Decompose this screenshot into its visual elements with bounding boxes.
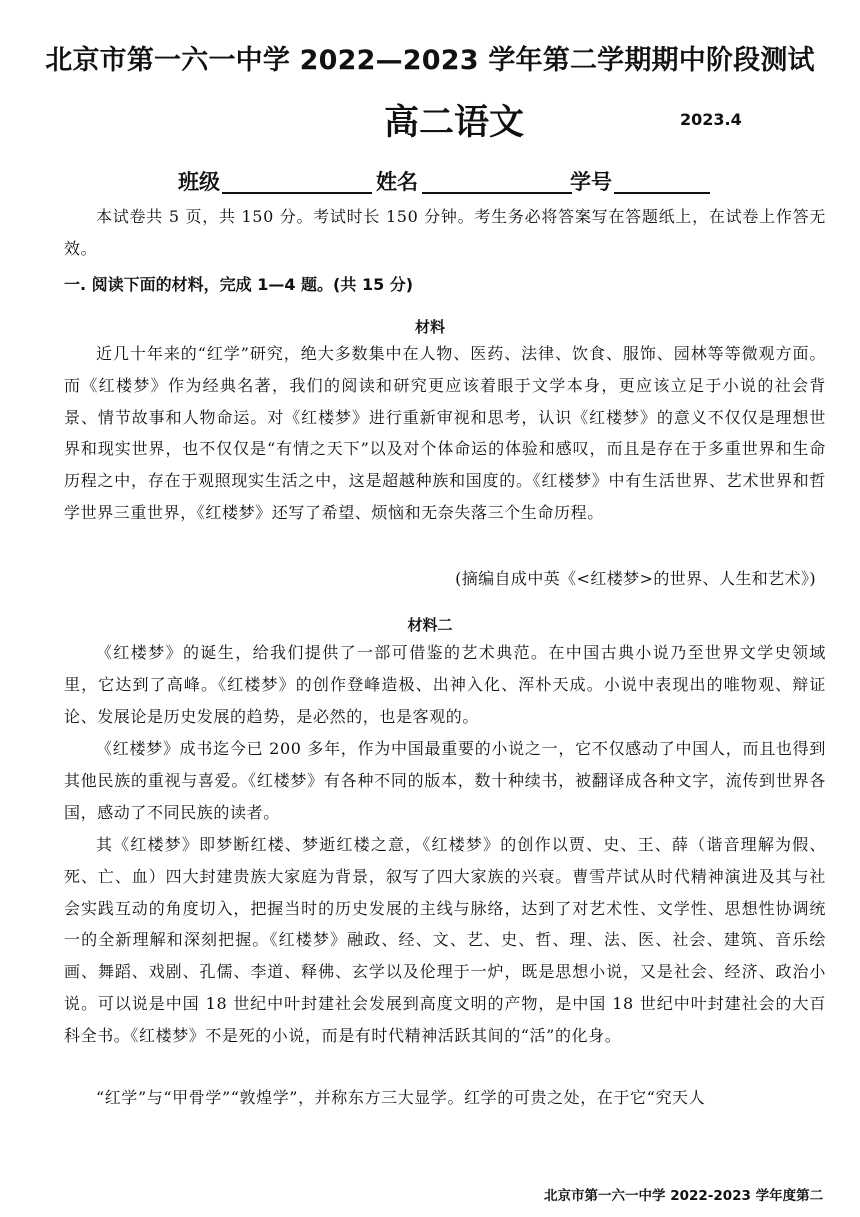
subject-title: 高二语文 — [384, 103, 525, 143]
exam-title: 北京市第一六一中学 2022—2023 学年第二学期期中阶段测试 — [45, 45, 815, 76]
section-heading: 一. 阅读下面的材料，完成 1—4 题。(共 15 分) — [64, 275, 414, 294]
exam-date: 2023.4 — [680, 110, 742, 129]
material-1-title: 材料 — [414, 318, 445, 336]
class-blank-line — [222, 192, 372, 194]
name-label: 姓名 — [376, 170, 418, 194]
material-1-source: (摘编自成中英《<红楼梦>的世界、人生和艺术》) — [455, 569, 816, 588]
class-label: 班级 — [178, 170, 220, 194]
name-blank-line — [422, 192, 572, 194]
material-2-paragraph-2: 《红楼梦》成书迄今已 200 多年，作为中国最重要的小说之一，它不仅感动了中国人，而且也得到其他民族的重视与喜爱。《红楼梦》有各种不同的版本，数十种续书，被翻译成各种文字，流传到世界各国，感动了不同民族的读者。 — [64, 739, 826, 822]
student-id-label: 学号 — [570, 170, 612, 194]
student-info-fields — [178, 160, 778, 196]
material-1-paragraph: 近几十年来的“红学”研究，绝大多数集中在人物、医药、法律、饮食、服饰、园林等等微观方面。而《红楼梦》作为经典名著，我们的阅读和研究更应该着眼于文学本身，更应该立足于小说的社会背景、情节故事和人物命运。对《红楼梦》进行重新审视和思考，认识《红楼梦》的意义不仅仅是理想世界和现实世界，也不仅仅是“有情之天下”以及对个体命运的体验和感叹，而且是存在于多重世界和生命历程之中，存在于观照现实生活之中，这是超越种族和国度的。《红楼梦》中有生活世界、艺术世界和哲学世界三重世界，《红楼梦》还写了希望、烦恼和无奈失落三个生命历程。 — [64, 344, 826, 522]
material-2-paragraph-4: “红学”与“甲骨学”“敦煌学”，并称东方三大显学。红学的可贵之处，在于它“究天人 — [96, 1088, 706, 1107]
instructions-paragraph: 本试卷共 5 页，共 150 分。考试时长 150 分钟。考生务必将答案写在答题纸上，在试卷上作答无效。 — [64, 207, 826, 258]
material-2-paragraph-3: 其《红楼梦》即梦断红楼、梦逝红楼之意，《红楼梦》的创作以贾、史、王、薛（谐音理解为假、死、亡、血）四大封建贵族大家庭为背景，叙写了四大家族的兴衰。曹雪芹试从时代精神演进及其与社会实践互动的角度切入，把握当时的历史发展的主线与脉络，达到了对艺术性、文学性、思想性协调统一的全新理解和深刻把握。《红楼梦》融政、经、文、艺、史、哲、理、法、医、社会、建筑、音乐绘画、舞蹈、戏剧、孔儒、李道、释佛、玄学以及伦理于一炉，既是思想小说，又是社会、经济、政治小说。可以说是中国 18 世纪中叶封建社会发展到高度文明的产物，是中国 18 世纪中叶封建社会的大百科全书。《红楼梦》不是死的小说，而是有时代精神活跃其间的“活”的化身。 — [64, 835, 826, 1045]
page-footer: 北京市第一六一中学 2022-2023 学年度第二 — [544, 1188, 824, 1204]
student-id-blank-line — [614, 192, 710, 194]
material-2-title: 材料二 — [407, 616, 453, 634]
material-2-paragraph-1: 《红楼梦》的诞生，给我们提供了一部可借鉴的艺术典范。在中国古典小说乃至世界文学史领域里，它达到了高峰。《红楼梦》的创作登峰造极、出神入化、浑朴天成。小说中表现出的唯物观、辩证论、发展论是历史发展的趋势，是必然的，也是客观的。 — [64, 643, 826, 726]
